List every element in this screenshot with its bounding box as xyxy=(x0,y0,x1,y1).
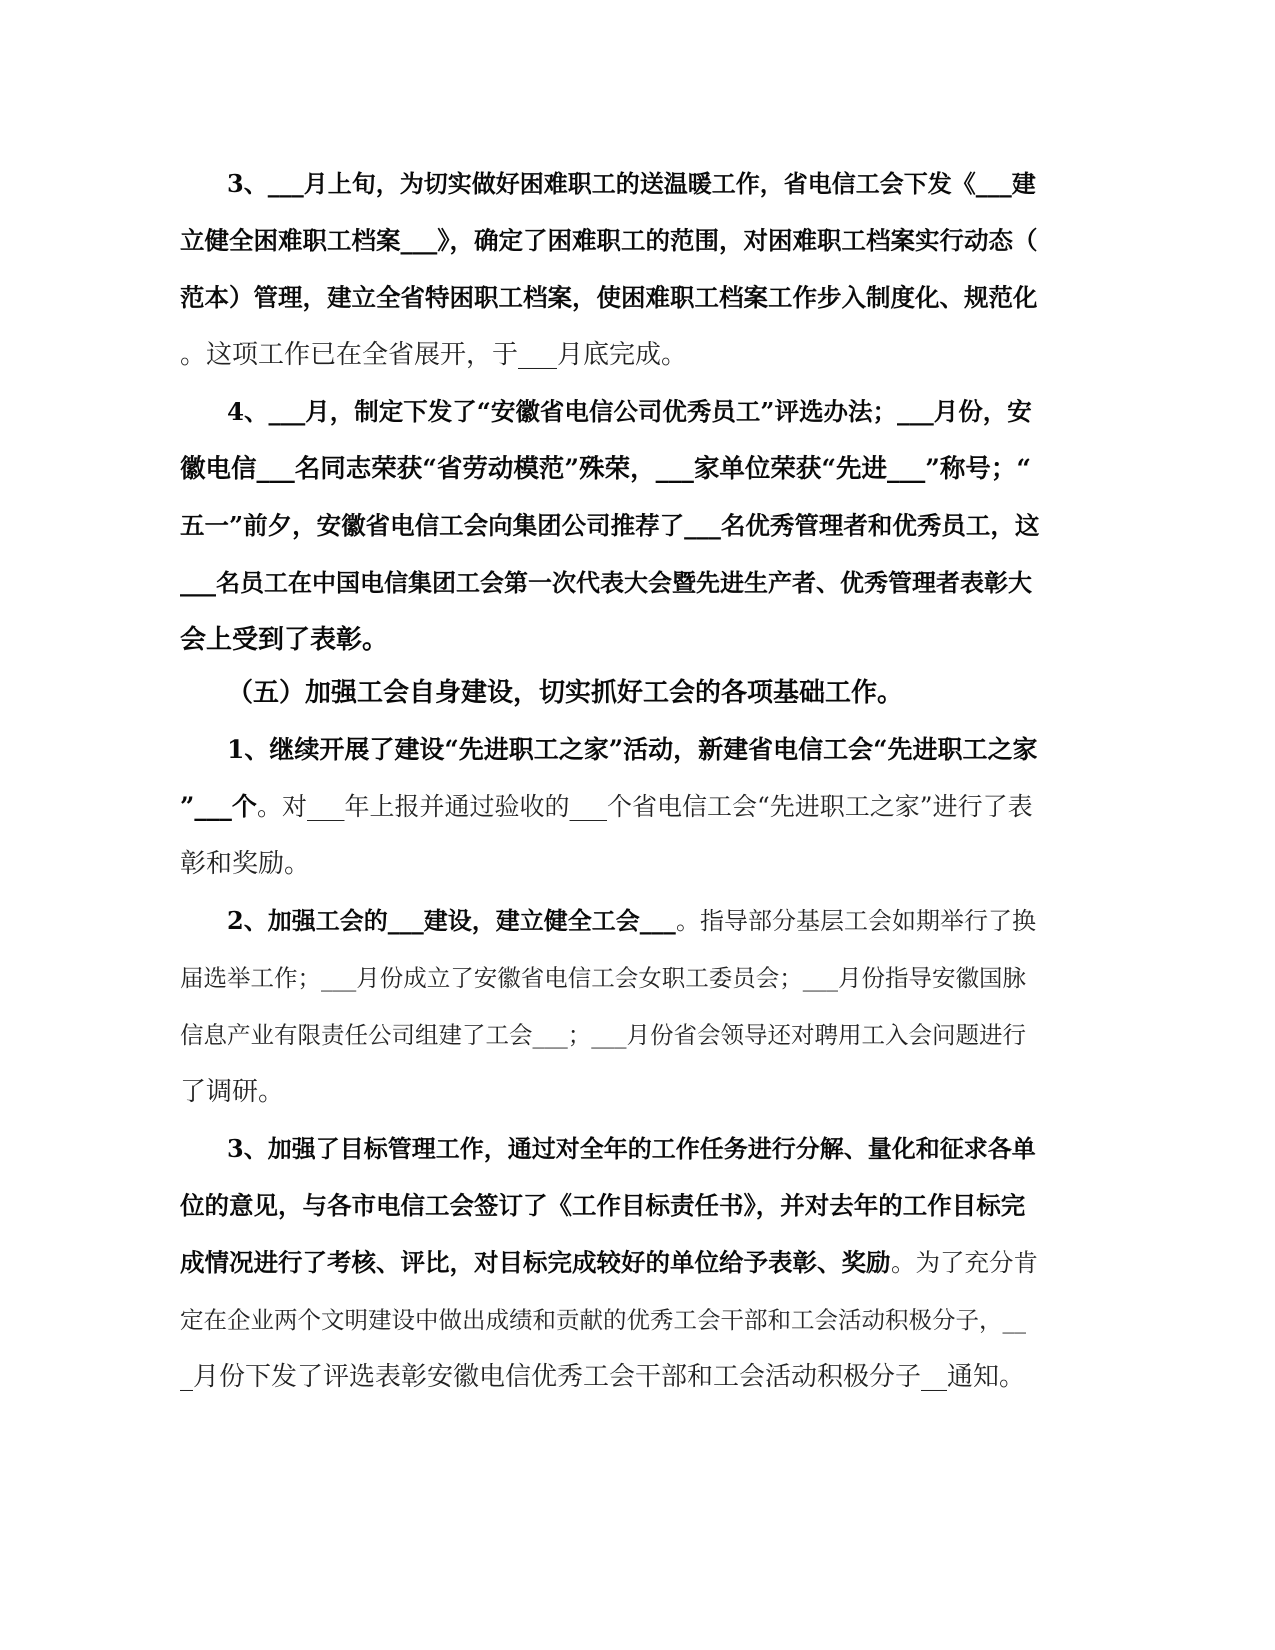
text-line xyxy=(0,278,1275,318)
text-run: _月份下发了评选表彰安徽电信优秀工会干部和工会活动积极分子__通知。 xyxy=(180,1362,1026,1392)
text-line xyxy=(0,1072,1275,1112)
text-line xyxy=(0,958,1275,998)
text-run: 届选举工作；___月份成立了安徽省电信工会女职工委员会；___月份指导安徽国脉 xyxy=(180,964,1026,992)
text-line xyxy=(0,730,1275,770)
text-run: ”___个 xyxy=(180,792,257,821)
text-line xyxy=(0,1186,1275,1226)
text-run: 五一”前夕，安徽省电信工会向集团公司推荐了___名优秀管理者和优秀员工，这 xyxy=(180,511,1040,540)
text-line xyxy=(0,392,1275,432)
text-line xyxy=(0,506,1275,546)
text-run: 范本）管理，建立全省特困职工档案，使困难职工档案工作步入制度化、规范化 xyxy=(180,283,1038,312)
text-run: 3、___月上旬，为切实做好困难职工的送温暖工作，省电信工会下发《___建 xyxy=(227,169,1036,198)
text-line xyxy=(0,335,1275,375)
text-run: 1、继续开展了建设“先进职工之家”活动，新建省电信工会“先进职工之家 xyxy=(227,735,1038,764)
text-run: 位的意见，与各市电信工会签订了《工作目标责任书》，并对去年的工作目标完 xyxy=(180,1191,1026,1220)
text-line xyxy=(0,221,1275,261)
text-run: 。这项工作已在全省展开，于___月底完成。 xyxy=(180,340,688,370)
text-line xyxy=(0,620,1275,660)
text-run: 彰和奖励。 xyxy=(180,849,311,879)
text-run: 。指导部分基层工会如期举行了换 xyxy=(676,907,1036,935)
text-line xyxy=(0,1357,1275,1397)
text-line xyxy=(0,901,1275,941)
text-line xyxy=(0,844,1275,884)
text-run: 4、___月，制定下发了“安徽省电信公司优秀员工”评选办法；___月份，安 xyxy=(227,397,1032,426)
section-heading xyxy=(0,673,1275,713)
text-run: 2、加强工会的___建设，建立健全工会___ xyxy=(227,906,676,935)
text-run: 3、加强了目标管理工作，通过对全年的工作任务进行分解、量化和征求各单 xyxy=(227,1134,1036,1163)
text-line xyxy=(0,449,1275,489)
text-run: 会上受到了表彰。 xyxy=(180,625,389,655)
text-run: ___名员工在中国电信集团工会第一次代表大会暨先进生产者、优秀管理者表彰大 xyxy=(180,568,1032,597)
text-run: 。为了充分肯 xyxy=(891,1248,1038,1277)
text-run: 信息产业有限责任公司组建了工会___；___月份省会领导还对聘用工入会问题进行 xyxy=(180,1021,1026,1049)
text-line xyxy=(0,1129,1275,1169)
text-run: 成情况进行了考核、评比，对目标完成较好的单位给予表彰、奖励 xyxy=(180,1248,891,1277)
text-run: 立健全困难职工档案___》，确定了困难职工的范围，对困难职工档案实行动态（ xyxy=(180,226,1038,255)
text-line xyxy=(0,563,1275,603)
text-run: 了调研。 xyxy=(180,1077,285,1107)
text-run: （五）加强工会自身建设，切实抓好工会的各项基础工作。 xyxy=(227,678,904,708)
text-line xyxy=(0,164,1275,204)
text-line xyxy=(0,1300,1275,1340)
text-run: 定在企业两个文明建设中做出成绩和贡献的优秀工会干部和工会活动积极分子，__ xyxy=(180,1306,1026,1334)
text-line xyxy=(0,1015,1275,1055)
text-run: 徽电信___名同志荣获“省劳动模范”殊荣，___家单位荣获“先进___”称号；“ xyxy=(180,454,1032,484)
text-line xyxy=(0,787,1275,827)
text-line xyxy=(0,1243,1275,1283)
text-run: 。对___年上报并通过验收的___个省电信工会“先进职工之家”进行了表 xyxy=(257,792,1033,821)
